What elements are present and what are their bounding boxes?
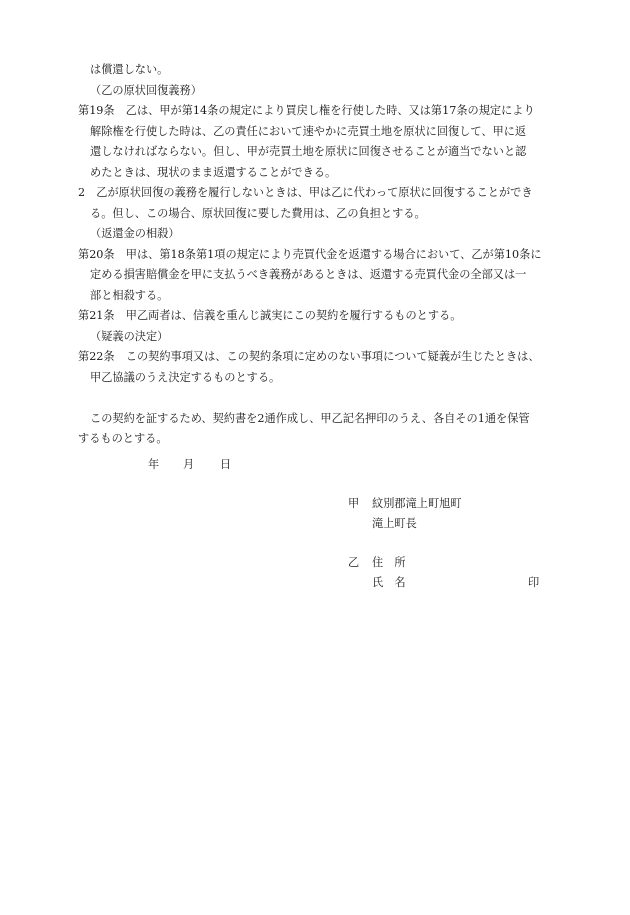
article20-line-1: 第20条 甲は、第18条第1項の規定により売買代金を返還する場合において、乙が第10条に: [78, 247, 542, 261]
party-b-name-label: 氏 名: [372, 576, 406, 589]
date-month: 月: [183, 458, 195, 471]
article19-line-1: 第19条 乙は、甲が第14条の規定により買戻し権を行使した時、又は第17条の規定により: [78, 104, 535, 117]
party-a-name: 滝上町長: [372, 517, 417, 530]
article19-line-2: 解除権を行使した時は、乙の責任において速やかに売買土地を原状に回復して、甲に返: [90, 124, 527, 138]
party-b-address-label: 住 所: [372, 556, 406, 569]
article20-line-3: 部と相殺する。: [90, 288, 169, 302]
article19-heading: （乙の原状回復義務）: [90, 83, 202, 97]
article22-heading: （疑義の決定）: [90, 329, 169, 343]
closing-line-2: するものとする。: [78, 432, 168, 445]
date-year: 年: [148, 458, 160, 471]
article20-line-2: 定める損害賠償金を甲に支払うべき義務があるときは、返還する売買代金の全部又は一: [90, 268, 527, 281]
contract-body: [78, 60, 552, 450]
article20-heading: （返還金の相殺）: [90, 227, 180, 240]
article19-para2-line-1: 2 乙が原状回復の義務を履行しないときは、甲は乙に代わって原状に回復することができ: [78, 186, 533, 199]
closing-line-1: この契約を証するため、契約書を2通作成し、甲乙記名押印のうえ、各自その1通を保管: [90, 411, 530, 425]
article21-line-1: 第21条 甲乙両者は、信義を重んじ誠実にこの契約を履行するものとする。: [78, 309, 462, 322]
article19-para2-line-2: る。但し、この場合、原状回復に要した費用は、乙の負担とする。: [90, 206, 426, 220]
party-b-label: 乙: [348, 556, 360, 569]
article22-line-2: 甲乙協議のうえ決定するものとする。: [90, 370, 281, 384]
article19-line-4: めたときは、現状のまま返還することができる。: [90, 165, 337, 179]
party-a-address: 紋別郡滝上町旭町: [372, 497, 462, 510]
article18-tail: は償還しない。: [90, 63, 169, 76]
date-day: 日: [220, 458, 232, 471]
article22-line-1: 第22条 この契約事項又は、この契約条項に定めのない事項について疑義が生じたときは、: [78, 350, 540, 363]
article19-line-3: 還しなければならない。但し、甲が売買土地を原状に回復させることが適当でないと認: [90, 145, 527, 158]
party-b-seal-mark: 印: [528, 576, 540, 589]
party-a-label: 甲: [348, 497, 360, 510]
spacer: [78, 388, 552, 409]
